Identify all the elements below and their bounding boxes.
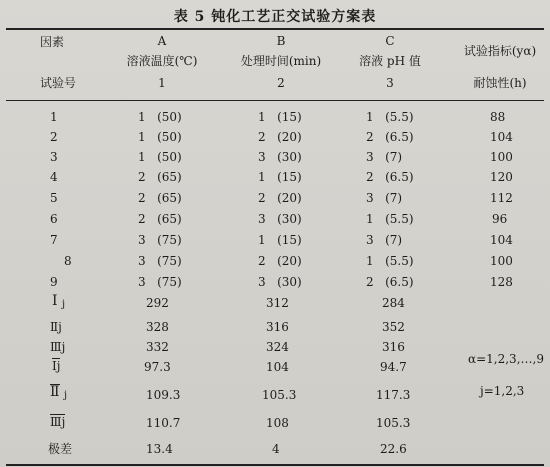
cell-a: 110.7 xyxy=(146,416,181,430)
cell-b: 3 (30) xyxy=(258,275,302,289)
row-label: Ⅲj xyxy=(50,415,66,429)
cell-c: 1 (5.5) xyxy=(366,254,414,268)
row-no: 9 xyxy=(50,275,58,289)
cell-a: 332 xyxy=(146,340,169,354)
cell-y: 88 xyxy=(490,110,506,124)
cell-c: 94.7 xyxy=(380,360,407,374)
row-label: Ⅱj xyxy=(50,320,62,334)
row-label: Ij xyxy=(52,359,61,373)
cell-b: 2 (20) xyxy=(258,191,302,205)
cell-b: 105.3 xyxy=(262,388,297,402)
cell-c: 2 (6.5) xyxy=(366,275,414,289)
row-no: 7 xyxy=(50,233,58,247)
cell-y: 100 xyxy=(490,254,513,268)
cell-b: 4 xyxy=(272,442,280,456)
alpha-note: α=1,2,3,…,9 xyxy=(468,352,544,366)
cell-c: 316 xyxy=(382,340,405,354)
cell-a: 2 (65) xyxy=(138,170,182,184)
cell-a: 97.3 xyxy=(144,360,171,374)
cell-a: 3 (75) xyxy=(138,275,182,289)
cell-c: 352 xyxy=(382,320,405,334)
cell-a: 2 (65) xyxy=(138,191,182,205)
cell-b: 2 (20) xyxy=(258,130,302,144)
cell-c: 2 (6.5) xyxy=(366,170,414,184)
cell-c: 284 xyxy=(382,296,405,310)
indicator-unit: 耐蚀性(h) xyxy=(473,76,527,90)
row-no: 6 xyxy=(50,212,58,226)
cell-c: 22.6 xyxy=(380,442,407,456)
cell-b: 108 xyxy=(266,416,289,430)
cell-y: 96 xyxy=(492,212,508,226)
cell-c: 117.3 xyxy=(376,388,411,402)
col-a-num: 1 xyxy=(158,76,166,90)
cell-a: 1 (50) xyxy=(138,150,182,164)
cell-b: 324 xyxy=(266,340,289,354)
col-a-name: 溶液温度(℃) xyxy=(126,54,198,68)
cell-c: 3 (7) xyxy=(366,233,403,247)
cell-y: 128 xyxy=(490,275,513,289)
factor-header: 因素 xyxy=(40,35,65,49)
cell-a: 3 (75) xyxy=(138,254,182,268)
cell-b: 1 (15) xyxy=(258,170,302,184)
cell-a: 13.4 xyxy=(146,442,173,456)
row-no: 5 xyxy=(50,191,58,205)
bottom-rule xyxy=(6,464,544,466)
cell-b: 104 xyxy=(266,360,289,374)
cell-c: 3 (7) xyxy=(366,150,403,164)
cell-a: 292 xyxy=(146,296,169,310)
cell-b: 312 xyxy=(266,296,289,310)
cell-a: 3 (75) xyxy=(138,233,182,247)
cell-y: 104 xyxy=(490,130,513,144)
cell-a: 328 xyxy=(146,320,169,334)
row-label: Ⅱ $_j$ xyxy=(50,384,68,401)
cell-c: 2 (6.5) xyxy=(366,130,414,144)
run-header: 试验号 xyxy=(40,76,77,90)
cell-a: 109.3 xyxy=(146,388,181,402)
row-label: Ⅰ $_j$ xyxy=(52,293,66,310)
top-rule xyxy=(6,28,544,30)
col-b-letter: B xyxy=(276,34,286,48)
cell-y: 104 xyxy=(490,233,513,247)
cell-y: 112 xyxy=(490,191,513,205)
cell-b: 1 (15) xyxy=(258,233,302,247)
cell-c: 1 (5.5) xyxy=(366,110,414,124)
cell-b: 1 (15) xyxy=(258,110,302,124)
cell-c: 1 (5.5) xyxy=(366,212,414,226)
cell-c: 105.3 xyxy=(376,416,411,430)
col-c-num: 3 xyxy=(386,76,394,90)
row-no: 3 xyxy=(50,150,58,164)
col-c-name: 溶液 pH 值 xyxy=(359,54,421,68)
col-b-name: 处理时间(min) xyxy=(240,54,322,68)
cell-b: 2 (20) xyxy=(258,254,302,268)
cell-b: 3 (30) xyxy=(258,150,302,164)
indicator-header: 试验指标(yα) xyxy=(463,44,537,58)
col-b-num: 2 xyxy=(277,76,285,90)
cell-b: 316 xyxy=(266,320,289,334)
col-a-letter: A xyxy=(157,34,167,48)
j-note: j=1,2,3 xyxy=(480,384,525,398)
table-title: 表 5 钝化工艺正交试验方案表 xyxy=(173,9,377,25)
cell-a: 1 (50) xyxy=(138,110,182,124)
cell-y: 100 xyxy=(490,150,513,164)
cell-c: 3 (7) xyxy=(366,191,403,205)
row-no: 1 xyxy=(50,110,58,124)
cell-y: 120 xyxy=(490,170,513,184)
row-no: 4 xyxy=(50,170,58,184)
row-no: 8 xyxy=(64,254,72,268)
cell-b: 3 (30) xyxy=(258,212,302,226)
cell-a: 1 (50) xyxy=(138,130,182,144)
header-rule xyxy=(6,100,544,101)
row-no: 2 xyxy=(50,130,58,144)
col-c-letter: C xyxy=(385,34,395,48)
row-label: 极差 xyxy=(48,442,73,456)
cell-a: 2 (65) xyxy=(138,212,182,226)
row-label: Ⅲj xyxy=(50,340,66,354)
